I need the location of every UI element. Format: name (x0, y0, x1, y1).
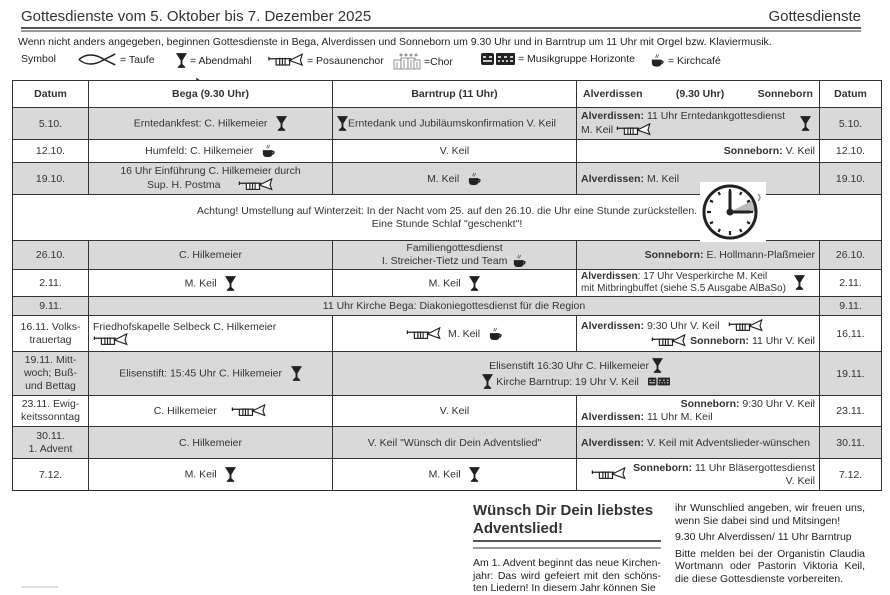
header-bega: Bega (9.30 Uhr) (89, 81, 333, 108)
row-date-right: 9.11. (820, 297, 882, 316)
cell-barntrup-merged: Elisenstift 16:30 Uhr C. Hilkemeier Kirche Barntrup: 19 Uhr V. Keil (333, 352, 820, 396)
cell-alverdissen: Alverdissen: M. Keil (577, 163, 820, 195)
chalice-icon (291, 366, 302, 381)
legend-chor: =Chor (393, 53, 453, 71)
chalice-icon (800, 116, 811, 131)
row-date-right: 5.10. (820, 108, 882, 140)
intro-text: Wenn nicht anders angegeben, beginnen Gottesdienste in Bega, Alverdissen und Sonneborn um 9.30 Uhr und in Barntrup um 11 Uhr mit Orgel bzw. Klaviermusik. (18, 36, 772, 48)
header-alverdissen-sonneborn: Alverdissen (9.30 Uhr) Sonneborn (577, 81, 820, 108)
legend-posaunenchor: = Posaunenchor (268, 53, 384, 68)
article-paragraph: ihr Wunschlied angeben, wir freuen uns, wenn Sie dabei sind und Mitsingen! (675, 502, 865, 527)
row-date-right: 19.10. (820, 163, 882, 195)
page-title: Gottesdienste vom 5. Oktober bis 7. Dezember 2025 (21, 8, 372, 25)
row-date: 23.11. Ewig- keitssonntag (13, 396, 89, 427)
row-date: 19.10. (13, 163, 89, 195)
row-date-right: 12.10. (820, 140, 882, 163)
choir-icon (393, 53, 421, 71)
cell-alverdissen: Alverdissen: 17 Uhr Vesperkirche M. Keil mit Mitbringbuffet (siehe S.5 Ausgabe AlBaSo) (577, 270, 820, 297)
article-body: Am 1. Advent beginnt das neue Kirchen-jahr: Das wird gefeiert mit den schöns-ten Liedern! In diesem Jahr können Sie (473, 557, 661, 594)
cell-barntrup: V. Keil (333, 140, 577, 163)
advent-article-column-2 (675, 502, 865, 589)
trumpet-icon (651, 334, 687, 348)
chalice-icon (469, 467, 480, 482)
cell-alverdissen: Alverdissen: V. Keil mit Adventslieder-wünschen (577, 427, 820, 459)
row-date: 12.10. (13, 140, 89, 163)
cell-barntrup: Familiengottesdienst I. Streicher-Tietz und Team (333, 241, 577, 270)
article-paragraph: Bitte melden bei der Organistin Claudia Wortmann oder Pastorin Viktoria Keil, die diese Gottesdienste vorbereiten. (675, 547, 865, 585)
trumpet-icon (238, 178, 274, 192)
trumpet-icon (93, 333, 129, 347)
coffee-cup-icon (651, 53, 665, 68)
trumpet-icon (591, 467, 627, 481)
cell-bega: C. Hilkemeier (89, 396, 333, 427)
row-date-right: 16.11. (820, 316, 882, 352)
chalice-icon (225, 276, 236, 291)
row-date-right: 26.10. (820, 241, 882, 270)
row-date: 2.11. (13, 270, 89, 297)
cell-merged: 11 Uhr Kirche Bega: Diakoniegottesdienst für die Region (89, 297, 820, 316)
table-row (13, 316, 882, 352)
coffee-cup-icon (262, 144, 276, 158)
row-date-right: 23.11. (820, 396, 882, 427)
table-row (13, 396, 882, 427)
legend-taufe: = Taufe (77, 53, 155, 66)
chalice-icon (337, 116, 348, 131)
cell-barntrup: V. Keil (333, 396, 577, 427)
cell-sonneborn: Sonneborn: 11 Uhr Bläsergottesdienst V. Keil (577, 459, 820, 491)
band-icon (648, 377, 670, 386)
cell-sonneborn: Sonneborn: V. Keil (577, 140, 820, 163)
legend-abendmahl: = Abendmahl (176, 53, 252, 68)
cell-barntrup: Erntedank und Jubiläumskonfirmation V. Keil (333, 108, 577, 140)
cell-alverdissen-sonneborn: Alverdissen: 9:30 Uhr V. Keil Sonneborn: 11 Uhr V. Keil (577, 316, 820, 352)
band-icon (481, 53, 515, 65)
chalice-icon (482, 374, 493, 389)
trumpet-icon (728, 319, 764, 333)
article-title: Wünsch Dir Dein liebstes Adventslied! (473, 502, 654, 537)
cell-bega: Humfeld: C. Hilkemeier (89, 140, 333, 163)
table-header-row (13, 81, 882, 108)
table-row (13, 297, 882, 316)
trumpet-icon (231, 404, 267, 418)
cell-barntrup: M. Keil (333, 163, 577, 195)
clock-icon (700, 182, 766, 242)
title-bar (21, 4, 861, 28)
header-date: Datum (13, 81, 89, 108)
cell-bega: M. Keil (89, 270, 333, 297)
trumpet-icon (406, 327, 442, 341)
winter-time-notice: Achtung! Umstellung auf Winterzeit: In der Nacht vom 25. auf den 26.10. die Uhr eine Stunde zurückstellen. Eine Stunde Schlaf "geschenkt"! (13, 195, 882, 241)
chalice-icon (794, 275, 805, 290)
table-row (13, 270, 882, 297)
cell-bega: Elisenstift: 15:45 Uhr C. Hilkemeier (89, 352, 333, 396)
section-label: Gottesdienste (768, 8, 861, 25)
coffee-cup-icon (513, 254, 527, 268)
legend-kirchcafe: = Kirchcafé (651, 53, 721, 68)
table-row (13, 108, 882, 140)
cell-barntrup: M. Keil (333, 316, 577, 352)
row-date: 7.12. (13, 459, 89, 491)
coffee-cup-icon (489, 327, 503, 341)
row-date-right: 7.12. (820, 459, 882, 491)
advent-article (473, 502, 661, 595)
legend-label: Symbol (21, 53, 57, 65)
chalice-icon (176, 53, 187, 68)
table-row (13, 140, 882, 163)
row-date: 5.10. (13, 108, 89, 140)
chalice-icon (276, 116, 287, 131)
fish-icon (77, 53, 117, 66)
header-barntrup: Barntrup (11 Uhr) (333, 81, 577, 108)
trumpet-icon (616, 123, 652, 137)
cell-bega: Erntedankfest: C. Hilkemeier (89, 108, 333, 140)
table-row (13, 427, 882, 459)
cell-barntrup: M. Keil (333, 270, 577, 297)
table-row (13, 459, 882, 491)
table-row (13, 352, 882, 396)
row-date-right: 19.11. (820, 352, 882, 396)
row-date: 16.11. Volks- trauertag (13, 316, 89, 352)
row-date: 9.11. (13, 297, 89, 316)
cell-bega: 16 Uhr Einführung C. Hilkemeier durch Sup. H. Postma (89, 163, 333, 195)
cell-bega: Friedhofskapelle Selbeck C. Hilkemeier (89, 316, 333, 352)
legend-musikgruppe: = Musikgruppe Horizonte (481, 53, 635, 65)
schedule-table (12, 80, 882, 491)
cell-bega: M. Keil (89, 459, 333, 491)
cell-alverdissen: Alverdissen: 11 Uhr Erntedankgottesdienst M. Keil (577, 108, 820, 140)
cell-alverdissen-sonneborn: Sonneborn: 9:30 Uhr V. Keil Alverdissen: 11 Uhr M. Keil (577, 396, 820, 427)
row-date: 19.11. Mitt- woch; Buß- und Bettag (13, 352, 89, 396)
cell-bega: C. Hilkemeier (89, 241, 333, 270)
article-paragraph: 9.30 Uhr Alverdissen/ 11 Uhr Barntrup (675, 531, 852, 543)
trumpet-icon (268, 53, 304, 68)
chalice-icon (469, 276, 480, 291)
chalice-icon (652, 358, 663, 373)
row-date-right: 2.11. (820, 270, 882, 297)
row-date: 30.11. 1. Advent (13, 427, 89, 459)
article-rule (473, 540, 661, 549)
coffee-cup-icon (468, 172, 482, 186)
clock-illustration (700, 182, 766, 242)
cell-barntrup: M. Keil (333, 459, 577, 491)
title-rule (21, 27, 861, 32)
cell-barntrup: V. Keil "Wünsch dir Dein Adventslied" (333, 427, 577, 459)
cell-bega: C. Hilkemeier (89, 427, 333, 459)
row-date-right: 30.11. (820, 427, 882, 459)
row-date: 26.10. (13, 241, 89, 270)
table-row (13, 241, 882, 270)
chalice-icon (225, 467, 236, 482)
header-date-right: Datum (820, 81, 882, 108)
cell-sonneborn: Sonneborn: E. Hollmann-Plaßmeier (577, 241, 820, 270)
